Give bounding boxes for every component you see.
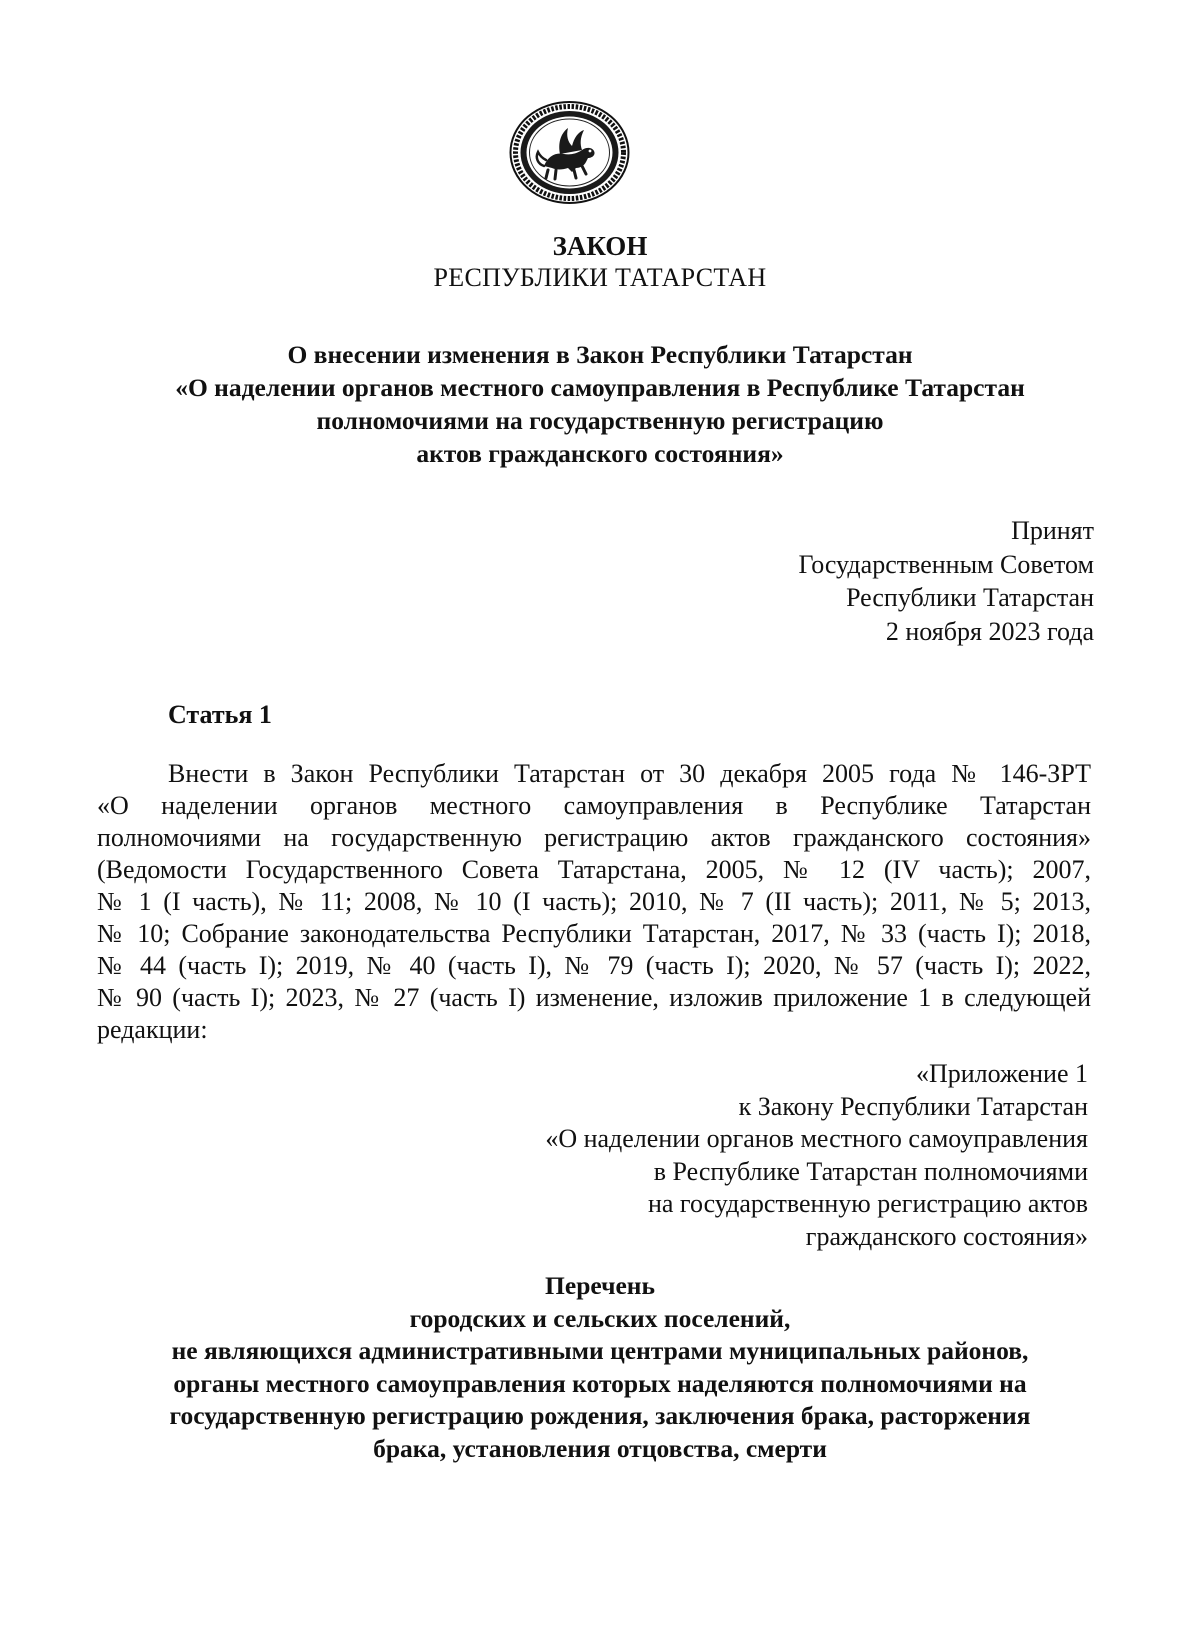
list-title-line: не являющихся административными центрами муниципальных районов, — [171, 1336, 1029, 1365]
law-name-line: полномочиями на государственную регистрацию — [316, 406, 884, 435]
body-line: «О наделении органов местного самоуправления в Республике Татарстан — [97, 791, 1091, 820]
adoption-line: Республики Татарстан — [846, 583, 1094, 612]
law-name-line: «О наделении органов местного самоуправления в Республике Татарстан — [175, 373, 1025, 402]
body-line: № 1 (I часть), № 11; 2008, № 10 (I часть); 2010, № 7 (II часть); 2011, № 5; 2013, — [97, 887, 1091, 916]
adoption-line: Принят — [1011, 516, 1094, 545]
article-body — [97, 758, 1091, 1046]
adoption-line: Государственным Советом — [798, 549, 1094, 579]
law-name-line: О внесении изменения в Закон Республики Татарстан — [287, 340, 913, 369]
article-heading: Статья 1 — [168, 700, 272, 729]
law-name — [100, 338, 1100, 470]
adoption-note — [798, 514, 1094, 648]
list-title-line: Перечень — [545, 1271, 655, 1300]
list-title-line: органы местного самоуправления которых наделяются полномочиями на — [173, 1368, 1027, 1398]
law-name-line: актов гражданского состояния» — [416, 439, 784, 468]
republic-of-tatarstan-coat-of-arms-icon — [508, 100, 631, 205]
document-title: ЗАКОН — [552, 231, 648, 261]
list-title — [100, 1270, 1100, 1465]
body-line: № 10; Собрание законодательства Республики Татарстан, 2017, № 33 (часть I); 2018, — [97, 919, 1091, 948]
appendix-line: «О наделении органов местного самоуправления — [545, 1124, 1088, 1153]
list-title-line: брака, установления отцовства, смерти — [373, 1433, 827, 1463]
body-line: редакции: — [97, 1015, 208, 1044]
body-line: полномочиями на государственную регистрацию актов гражданского состояния» — [97, 823, 1091, 852]
adoption-date: 2 ноября 2023 года — [885, 616, 1094, 646]
appendix-line: «Приложение 1 — [915, 1059, 1088, 1088]
body-line: № 90 (часть I); 2023, № 27 (часть I) изменение, изложив приложение 1 в следующей — [97, 983, 1091, 1012]
body-line: № 44 (часть I); 2019, № 40 (часть I), № 79 (часть I); 2020, № 57 (часть I); 2022, — [97, 951, 1091, 980]
appendix-header — [545, 1058, 1088, 1253]
list-title-line: городских и сельских поселений, — [409, 1303, 791, 1333]
body-line: (Ведомости Государственного Совета Татарстана, 2005, № 12 (IV часть); 2007, — [97, 855, 1091, 884]
list-title-line: государственную регистрацию рождения, заключения брака, расторжения — [169, 1401, 1031, 1430]
appendix-line: гражданского состояния» — [805, 1221, 1088, 1251]
body-line: Внести в Закон Республики Татарстан от 30 декабря 2005 года № 146-ЗРТ — [168, 759, 1091, 788]
document-subtitle: РЕСПУБЛИКИ ТАТАРСТАН — [433, 263, 767, 292]
appendix-line: в Республике Татарстан полномочиями — [653, 1156, 1088, 1186]
appendix-line: на государственную регистрацию актов — [647, 1189, 1088, 1218]
appendix-line: к Закону Республики Татарстан — [738, 1091, 1088, 1121]
